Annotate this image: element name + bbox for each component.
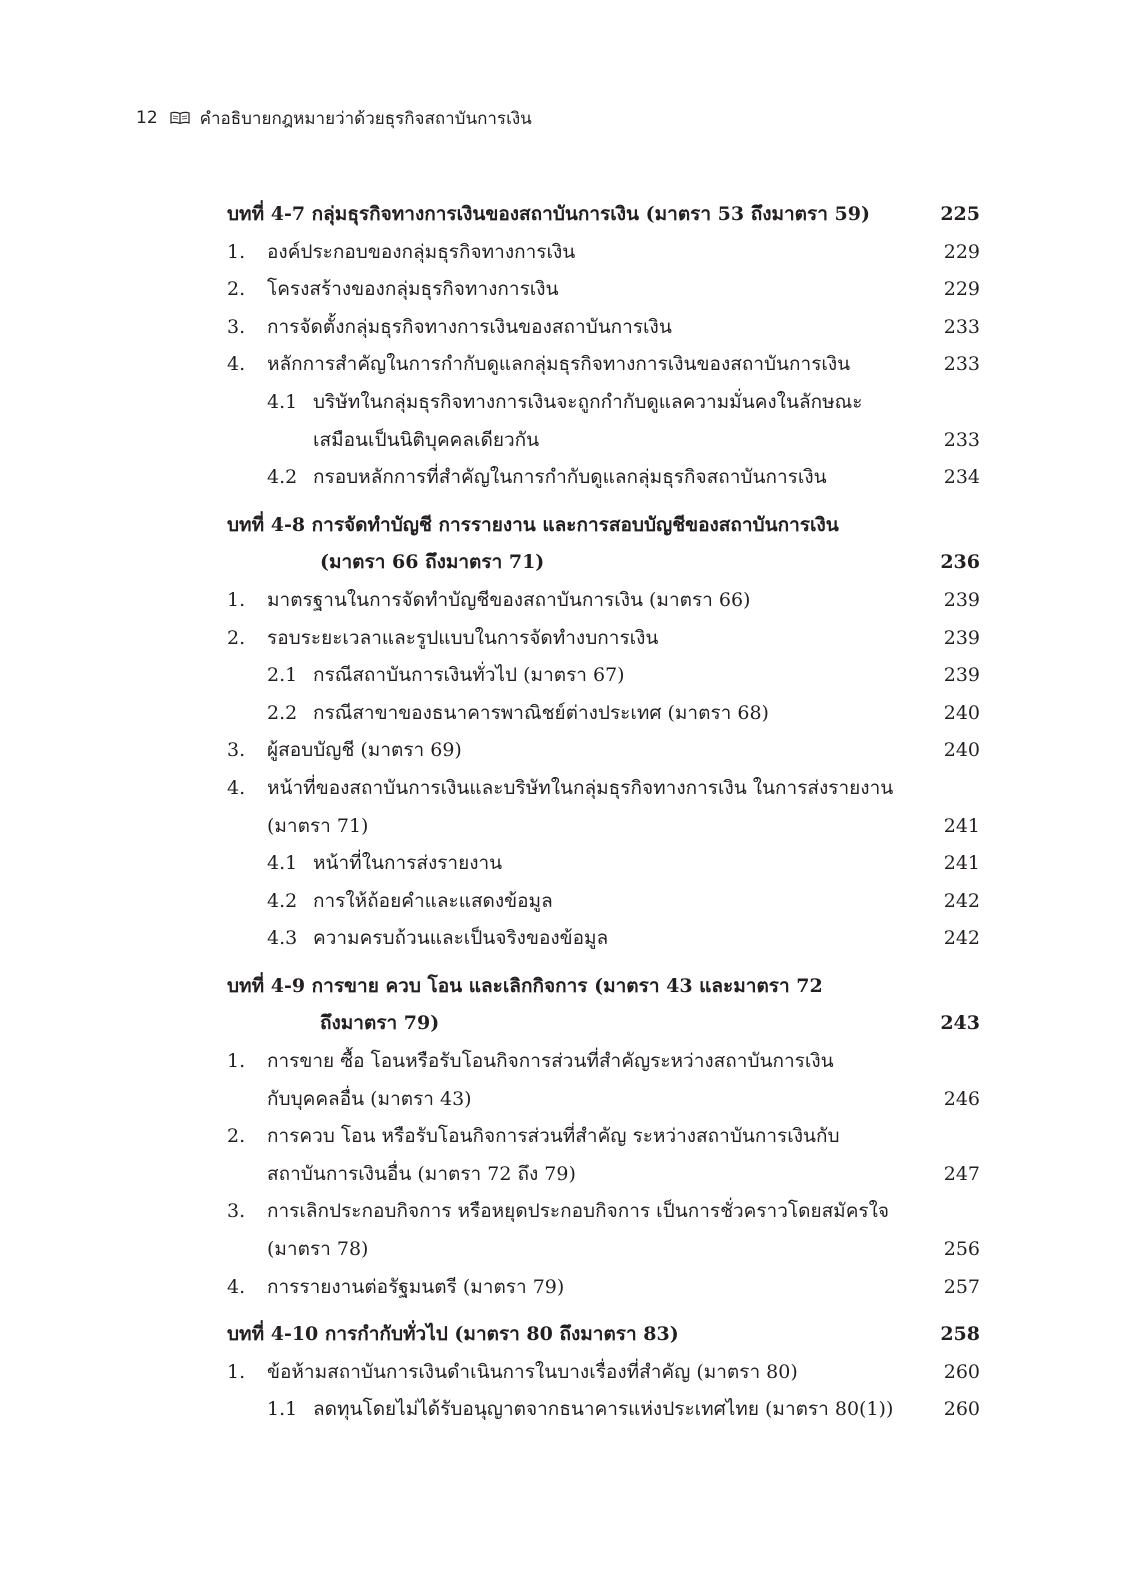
toc-entry-text <box>227 1316 932 1354</box>
toc-entry-label: ข้อห้ามสถาบันการเงินดำเนินการในบางเรื่องที่สำคัญ (มาตรา 80) <box>267 1360 798 1383</box>
toc-section-entry-continued[interactable] <box>227 808 980 846</box>
open-book-icon <box>170 111 190 125</box>
toc-page-number: 233 <box>943 315 980 338</box>
toc-entry-label: กรณีสาขาของธนาคารพาณิชย์ต่างประเทศ (มาตรา 68) <box>313 701 769 724</box>
toc-entry-number: 4.3 <box>267 927 298 950</box>
toc-page-number: 246 <box>943 1087 980 1110</box>
toc-entry-text <box>267 459 932 497</box>
toc-entry-number: 1. <box>227 1050 246 1073</box>
toc-entry-label: รอบระยะเวลาและรูปแบบในการจัดทำงบการเงิน <box>267 626 659 649</box>
toc-chapter-heading[interactable] <box>227 968 980 1006</box>
toc-section-entry[interactable] <box>227 1043 980 1081</box>
toc-entry-label: การเลิกประกอบกิจการ หรือหยุดประกอบกิจการ เป็นการชั่วคราวโดยสมัครใจ <box>267 1200 890 1223</box>
toc-section-entry[interactable] <box>227 346 980 384</box>
toc-entry-text <box>227 1354 932 1392</box>
toc-entry-number: 1. <box>227 240 246 263</box>
toc-entry-text <box>267 883 932 921</box>
toc-entry-text <box>267 657 932 695</box>
toc-subsection-entry-continued[interactable] <box>227 422 980 460</box>
toc-entry-label: ลดทุนโดยไม่ได้รับอนุญาตจากธนาคารแห่งประเทศไทย (มาตรา 80(1)) <box>313 1398 894 1421</box>
toc-entry-label: กับบุคคลอื่น (มาตรา 43) <box>267 1087 472 1110</box>
toc-entry-text <box>227 582 932 620</box>
toc-entry-text <box>267 1391 932 1429</box>
toc-subsection-entry[interactable] <box>227 384 980 422</box>
toc-section-entry[interactable] <box>227 1193 980 1231</box>
toc-entry-text <box>227 1043 932 1081</box>
toc-subsection-entry[interactable] <box>227 657 980 695</box>
toc-section-entry[interactable] <box>227 271 980 309</box>
toc-entry-number: 2.1 <box>267 664 298 687</box>
toc-page-number: 257 <box>943 1275 980 1298</box>
toc-entry-number: 3. <box>227 739 246 762</box>
toc-entry-text <box>267 845 932 883</box>
toc-entry-label: (มาตรา 71) <box>267 814 369 837</box>
toc-entry-label: ถึงมาตรา 79) <box>320 1012 440 1035</box>
toc-page-number: 260 <box>943 1398 980 1421</box>
toc-entry-label: การจัดตั้งกลุ่มธุรกิจทางการเงินของสถาบันการเงิน <box>267 315 672 338</box>
toc-entry-text <box>267 384 932 422</box>
toc-entry-label: การขาย ซื้อ โอนหรือรับโอนกิจการส่วนที่สำคัญระหว่างสถาบันการเงิน <box>267 1050 834 1073</box>
toc-page-number: 243 <box>940 1012 980 1035</box>
toc-entry-label: หลักการสำคัญในการกำกับดูแลกลุ่มธุรกิจทางการเงินของสถาบันการเงิน <box>267 353 851 376</box>
toc-entry-label: ความครบถ้วนและเป็นจริงของข้อมูล <box>313 927 609 950</box>
toc-entry-number: 4.1 <box>267 852 298 875</box>
toc-entry-label: หน้าที่ในการส่งรายงาน <box>313 852 503 875</box>
toc-entry-text <box>267 695 932 733</box>
table-of-contents <box>227 196 980 1429</box>
toc-chapter-heading[interactable] <box>227 507 980 545</box>
toc-page-number: 241 <box>943 852 980 875</box>
toc-entry-number: 1. <box>227 588 246 611</box>
toc-entry-label: มาตรฐานในการจัดทำบัญชีของสถาบันการเงิน (มาตรา 66) <box>267 588 751 611</box>
toc-section-entry[interactable] <box>227 309 980 347</box>
toc-page-number: 260 <box>943 1360 980 1383</box>
toc-entry-label: บทที่ 4-8 การจัดทำบัญชี การรายงาน และการสอบบัญชีของสถาบันการเงิน <box>227 513 839 536</box>
toc-entry-label: ผู้สอบบัญชี (มาตรา 69) <box>267 739 462 762</box>
toc-chapter-heading-continued[interactable] <box>227 544 980 582</box>
toc-section-entry[interactable] <box>227 732 980 770</box>
toc-entry-label: (มาตรา 66 ถึงมาตรา 71) <box>320 551 545 574</box>
toc-entry-text <box>227 507 932 545</box>
toc-section-entry[interactable] <box>227 620 980 658</box>
toc-page-number: 241 <box>943 814 980 837</box>
toc-entry-text <box>227 1269 932 1307</box>
toc-entry-number: 4. <box>227 353 246 376</box>
toc-page-number: 240 <box>943 739 980 762</box>
toc-entry-text <box>227 732 932 770</box>
toc-entry-number: 2.2 <box>267 701 298 724</box>
toc-page-number: 258 <box>940 1323 980 1346</box>
toc-entry-label: สถาบันการเงินอื่น (มาตรา 72 ถึง 79) <box>267 1162 576 1185</box>
toc-entry-text <box>227 1118 932 1156</box>
toc-entry-label: หน้าที่ของสถาบันการเงินและบริษัทในกลุ่มธุรกิจทางการเงิน ในการส่งรายงาน <box>267 776 894 799</box>
toc-entry-number: 1.1 <box>267 1398 298 1421</box>
toc-page-number: 247 <box>943 1162 980 1185</box>
toc-entry-text <box>320 1005 932 1043</box>
toc-entry-label: บทที่ 4-9 การขาย ควบ โอน และเลิกกิจการ (มาตรา 43 และมาตรา 72 <box>227 974 823 997</box>
toc-page-number: 229 <box>943 240 980 263</box>
toc-entry-text <box>227 271 932 309</box>
toc-entry-text <box>227 770 932 808</box>
toc-section-entry-continued[interactable] <box>227 1081 980 1119</box>
toc-entry-number: 1. <box>227 1360 246 1383</box>
toc-section-entry[interactable] <box>227 234 980 272</box>
toc-section-entry[interactable] <box>227 1269 980 1307</box>
toc-subsection-entry[interactable] <box>227 883 980 921</box>
book-title: คำอธิบายกฎหมายว่าด้วยธุรกิจสถาบันการเงิน <box>199 108 532 129</box>
toc-page-number: 239 <box>943 664 980 687</box>
toc-entry-label: เสมือนเป็นนิติบุคคลเดียวกัน <box>313 428 540 451</box>
toc-entry-text <box>227 1193 932 1231</box>
toc-page-number: 234 <box>943 466 980 489</box>
toc-entry-text <box>227 968 932 1006</box>
toc-section-entry-continued[interactable] <box>227 1231 980 1269</box>
toc-subsection-entry[interactable] <box>227 845 980 883</box>
toc-chapter-heading[interactable] <box>227 1316 980 1354</box>
toc-entry-text <box>227 346 932 384</box>
toc-entry-text <box>320 544 932 582</box>
toc-page-number: 242 <box>943 889 980 912</box>
toc-entry-text <box>267 920 932 958</box>
toc-section-entry[interactable] <box>227 1354 980 1392</box>
toc-entry-label: บทที่ 4-10 การกำกับทั่วไป (มาตรา 80 ถึงมาตรา 83) <box>227 1323 679 1346</box>
toc-entry-number: 2. <box>227 626 246 649</box>
toc-page-number: 236 <box>940 551 980 574</box>
toc-entry-number: 2. <box>227 278 246 301</box>
toc-entry-text <box>313 422 932 460</box>
toc-entry-label: กรอบหลักการที่สำคัญในการกำกับดูแลกลุ่มธุรกิจสถาบันการเงิน <box>313 466 827 489</box>
toc-section-entry[interactable] <box>227 770 980 808</box>
toc-entry-text <box>267 1156 932 1194</box>
toc-subsection-entry[interactable] <box>227 695 980 733</box>
toc-entry-label: กรณีสถาบันการเงินทั่วไป (มาตรา 67) <box>313 664 625 687</box>
toc-entry-text <box>227 620 932 658</box>
toc-entry-text <box>227 309 932 347</box>
toc-entry-label: โครงสร้างของกลุ่มธุรกิจทางการเงิน <box>267 278 559 301</box>
toc-section-entry-continued[interactable] <box>227 1156 980 1194</box>
toc-page-number: 233 <box>943 353 980 376</box>
toc-entry-number: 4.1 <box>267 390 298 413</box>
toc-entry-label: การรายงานต่อรัฐมนตรี (มาตรา 79) <box>267 1275 565 1298</box>
toc-entry-text <box>227 234 932 272</box>
toc-entry-label: บทที่ 4-7 กลุ่มธุรกิจทางการเงินของสถาบันการเงิน (มาตรา 53 ถึงมาตรา 59) <box>227 203 870 225</box>
toc-page-number: 239 <box>943 588 980 611</box>
toc-page-number: 229 <box>943 278 980 301</box>
toc-page-number: 242 <box>943 927 980 950</box>
toc-subsection-entry[interactable] <box>227 920 980 958</box>
toc-chapter-heading[interactable] <box>227 196 980 234</box>
toc-entry-number: 4. <box>227 1275 246 1298</box>
toc-entry-number: 4. <box>227 776 246 799</box>
toc-page-number: 240 <box>943 701 980 724</box>
toc-section-entry[interactable] <box>227 582 980 620</box>
toc-entry-label: การควบ โอน หรือรับโอนกิจการส่วนที่สำคัญ ระหว่างสถาบันการเงินกับ <box>267 1125 840 1148</box>
toc-entry-text <box>267 808 932 846</box>
toc-entry-label: บริษัทในกลุ่มธุรกิจทางการเงินจะถูกกำกับดูแลความมั่นคงในลักษณะ <box>313 390 863 413</box>
toc-page-number: 256 <box>943 1238 980 1261</box>
toc-page-number: 239 <box>943 626 980 649</box>
toc-chapter-heading-continued[interactable] <box>227 1005 980 1043</box>
toc-entry-number: 4.2 <box>267 466 298 489</box>
page-number: 12 <box>136 108 158 128</box>
toc-entry-text <box>227 196 932 234</box>
toc-entry-number: 3. <box>227 1200 246 1223</box>
running-header <box>136 104 532 132</box>
toc-subsection-entry[interactable] <box>227 459 980 497</box>
toc-entry-label: องค์ประกอบของกลุ่มธุรกิจทางการเงิน <box>267 240 576 263</box>
toc-entry-number: 3. <box>227 315 246 338</box>
toc-entry-label: (มาตรา 78) <box>267 1238 369 1261</box>
toc-subsection-entry[interactable] <box>227 1391 980 1429</box>
toc-page-number: 233 <box>943 428 980 451</box>
toc-entry-number: 2. <box>227 1125 246 1148</box>
toc-section-entry[interactable] <box>227 1118 980 1156</box>
toc-entry-number: 4.2 <box>267 889 298 912</box>
toc-page-number: 225 <box>940 203 980 225</box>
toc-entry-label: การให้ถ้อยคำและแสดงข้อมูล <box>313 889 553 912</box>
toc-entry-text <box>267 1081 932 1119</box>
toc-entry-text <box>267 1231 932 1269</box>
